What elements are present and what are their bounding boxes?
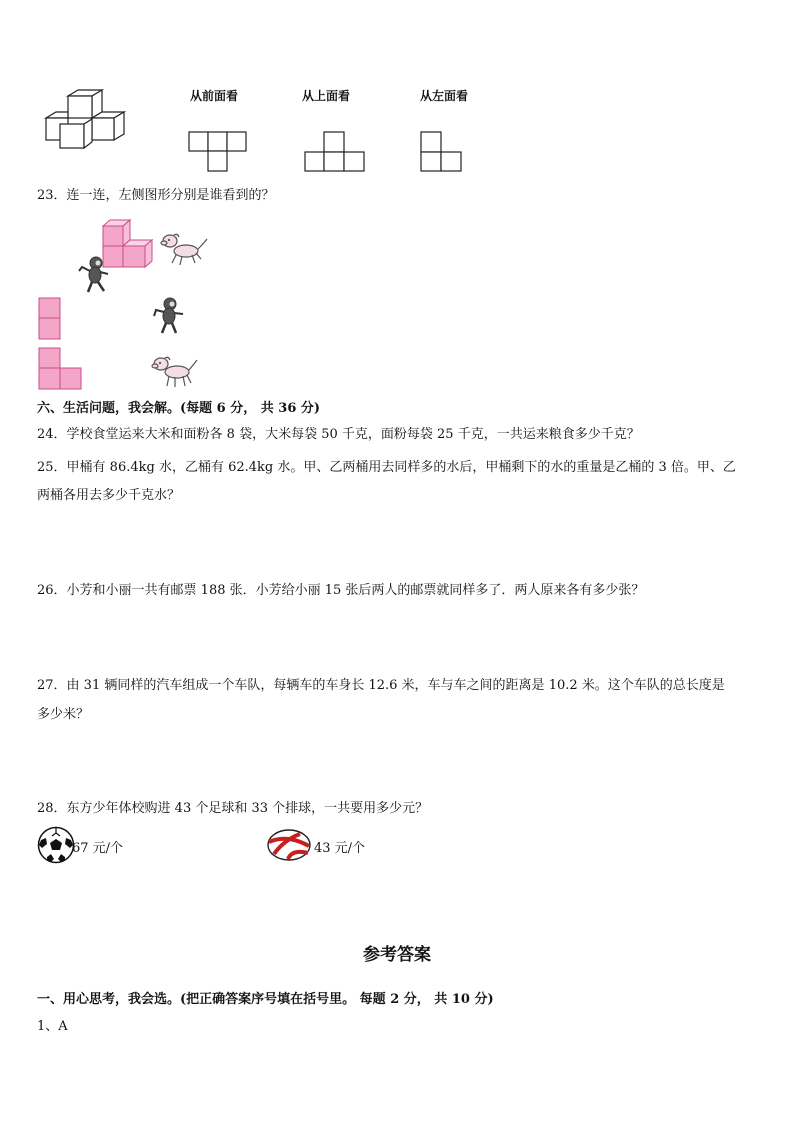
question-25-line-2: 两桶各用去多少千克水？: [37, 488, 181, 503]
front-view-label: 从前面看: [190, 89, 239, 103]
front-view-shape: [188, 131, 248, 173]
question-26: 26．小芳和小丽一共有邮票 188 张．小芳给小丽 15 张后两人的邮票就同样多了．两人原来各有多少张？: [37, 583, 645, 598]
pink-l-view: [38, 347, 84, 391]
question-24: 24．学校食堂运来大米和面粉各 8 袋，大米每袋 50 千克，面粉每袋 25 千克，一共运来粮食多少千克？: [37, 427, 640, 442]
dog-icon-2: [151, 354, 199, 390]
question-27-line-1: 27．由 31 辆同样的汽车组成一个车队，每辆车的车身长 12.6 米，车与车之间的距离是 10.2 米。这个车队的总长度是: [37, 678, 725, 693]
soccer-price: 67 元/个: [72, 841, 124, 856]
dog-icon: [160, 231, 208, 267]
pink-column-view: [38, 297, 62, 341]
answer-1: 1、A: [37, 1019, 68, 1034]
volleyball-icon: [266, 828, 312, 862]
answer-section-1-heading: 一、用心思考，我会选。(把正确答案序号填在括号里。 每题 2 分， 共 10 分): [37, 992, 494, 1007]
volleyball-price: 43 元/个: [314, 841, 366, 856]
left-view-shape: [420, 131, 464, 173]
question-25-line-1: 25．甲桶有 86.4kg 水，乙桶有 62.4kg 水。甲、乙两桶用去同样多的水后，甲桶剩下的水的重量是乙桶的 3 倍。甲、乙: [37, 460, 736, 475]
cube-stack-3d: [44, 86, 124, 152]
question-23: 23．连一连，左侧图形分别是谁看到的？: [37, 188, 275, 203]
monkey-icon-2: [150, 296, 190, 336]
monkey-icon: [76, 255, 116, 295]
section-6-heading: 六、生活问题，我会解。(每题 6 分， 共 36 分): [37, 401, 321, 416]
answer-key-title: 参考答案: [363, 945, 431, 965]
top-view-shape: [304, 131, 366, 173]
question-28: 28．东方少年体校购进 43 个足球和 33 个排球，一共要用多少元？: [37, 801, 429, 816]
top-view-label: 从上面看: [302, 89, 351, 103]
question-27-line-2: 多少米？: [37, 707, 90, 722]
soccer-ball-icon: [37, 826, 75, 864]
left-view-label: 从左面看: [420, 89, 469, 103]
